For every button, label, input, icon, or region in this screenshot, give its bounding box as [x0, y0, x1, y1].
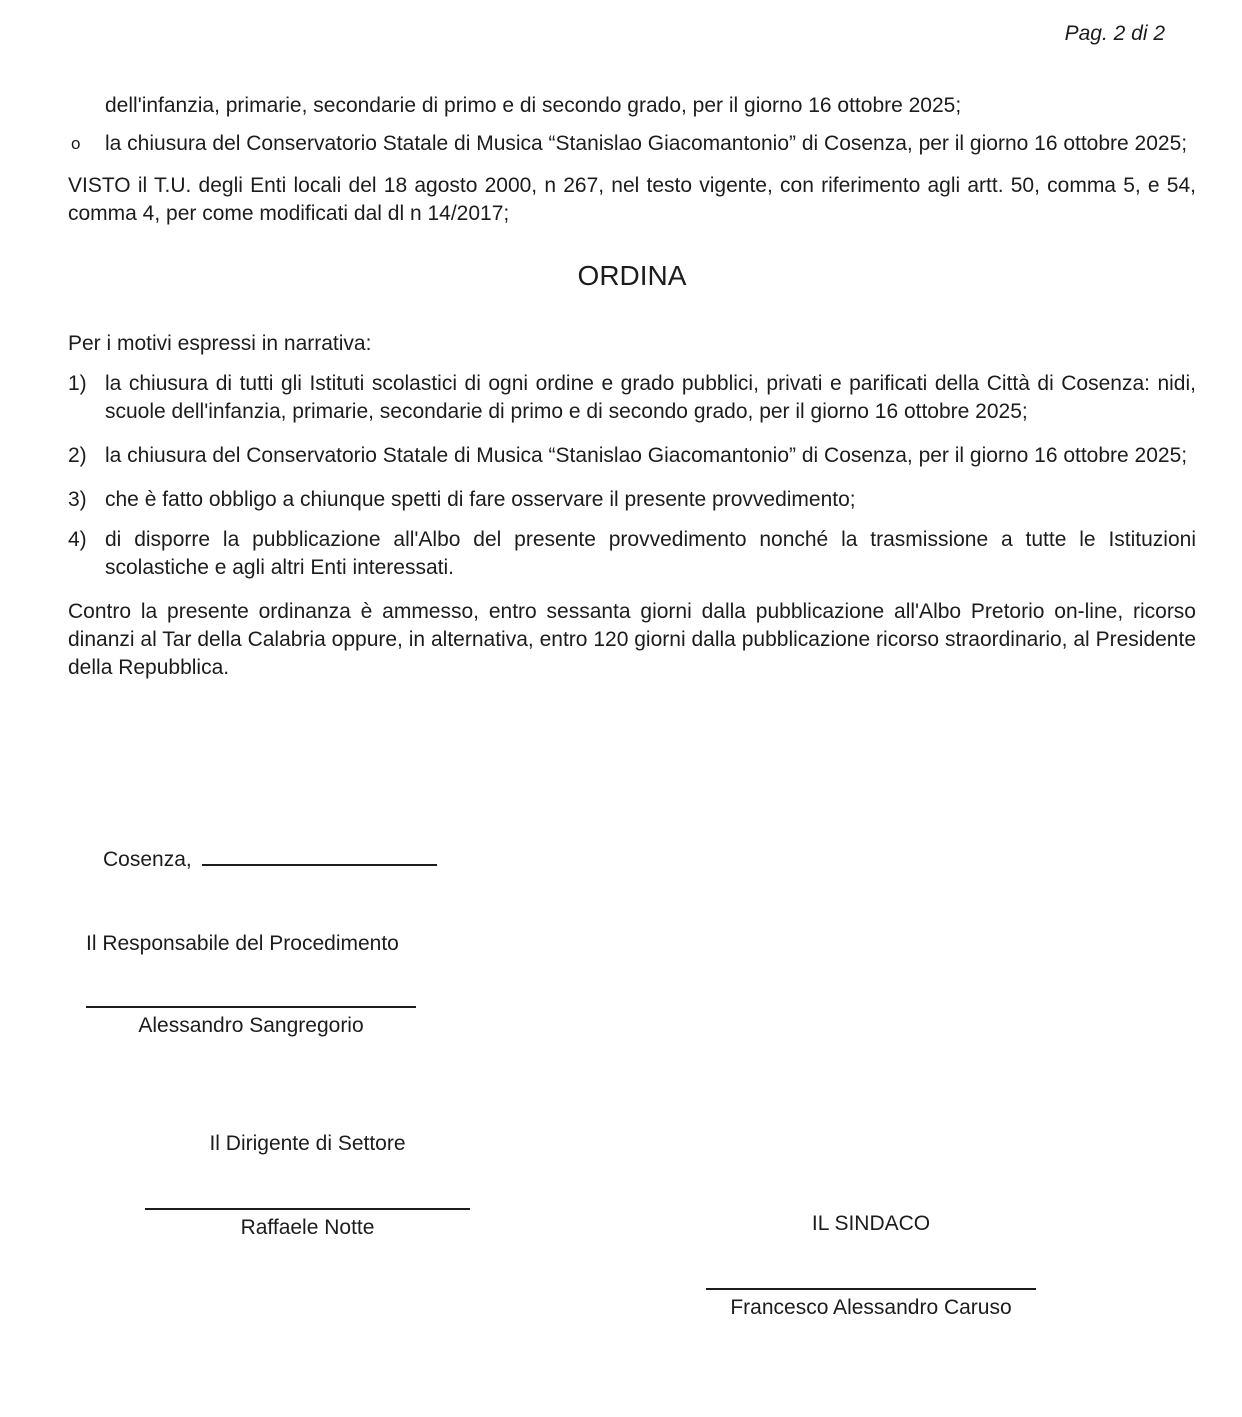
sindaco-title: IL SINDACO — [811, 1212, 931, 1235]
dirigente-name: Raffaele Notte — [240, 1216, 375, 1239]
paragraph-continuation: dell'infanzia, primarie, secondarie di primo e di secondo grado, per il giorno 16 ottobre 2025; — [105, 94, 962, 117]
responsabile-name: Alessandro Sangregorio — [138, 1014, 364, 1037]
sindaco-name: Francesco Alessandro Caruso — [730, 1296, 1012, 1319]
bullet-marker: o — [71, 134, 81, 153]
ordered-item-1 — [68, 370, 1196, 426]
ordina-heading: ORDINA — [577, 260, 687, 291]
item-marker: 4) — [68, 528, 87, 551]
ordered-item-4 — [68, 526, 1196, 582]
ordered-item-2 — [68, 442, 1196, 470]
paragraph-closing: Contro la presente ordinanza è ammesso, entro sessanta giorni dalla pubblicazione all'Albo Pretorio on-line, ricorso dinanzi al Tar della Calabria oppure, in alternativa, entro 120 giorni dalla pubblicazione ricorso straordinario, al Presidente della Repubblica. — [68, 600, 1196, 679]
item-marker: 3) — [68, 488, 87, 511]
document-body — [68, 92, 1196, 682]
ordered-item-3 — [68, 486, 1196, 514]
item-text: che è fatto obbligo a chiunque spetti di fare osservare il presente provvedimento; — [105, 488, 856, 511]
item-text: la chiusura di tutti gli Istituti scolastici di ogni ordine e grado pubblici, privati e parificati della Città di Cosenza: nidi, scuole dell'infanzia, primarie, secondarie di primo e di secondo grado, per il giorno 16 ottobre 2025; — [105, 372, 1196, 423]
place-date-line — [103, 842, 437, 874]
responsabile-title: Il Responsabile del Procedimento — [86, 932, 399, 955]
ordina-lead: Per i motivi espressi in narrativa: — [68, 332, 372, 355]
page-number-indicator: Pag. 2 di 2 — [1064, 22, 1165, 45]
paragraph-visto: VISTO il T.U. degli Enti locali del 18 agosto 2000, n 267, nel testo vigente, con riferimento agli artt. 50, comma 5, e 54, comma 4, per come modificati dal dl n 14/2017; — [68, 174, 1196, 225]
item-marker: 2) — [68, 444, 87, 467]
item-text: la chiusura del Conservatorio Statale di Musica “Stanislao Giacomantonio” di Cosenza, per il giorno 16 ottobre 2025; — [105, 444, 1188, 467]
bullet-text: la chiusura del Conservatorio Statale di Musica “Stanislao Giacomantonio” di Cosenza, per il giorno 16 ottobre 2025; — [105, 132, 1188, 155]
dirigente-signature-block — [145, 1208, 470, 1242]
sindaco-signature-block — [706, 1288, 1036, 1322]
dirigente-title: Il Dirigente di Settore — [209, 1132, 406, 1155]
bullet-item — [68, 130, 1196, 158]
item-text: di disporre la pubblicazione all'Albo del presente provvedimento nonché la trasmissione a tutte le Istituzioni scolastiche e agli altri Enti interessati. — [105, 528, 1196, 579]
date-blank-line — [202, 842, 437, 866]
place-label: Cosenza, — [103, 848, 192, 871]
responsabile-signature-block — [86, 1006, 416, 1040]
item-marker: 1) — [68, 372, 87, 395]
